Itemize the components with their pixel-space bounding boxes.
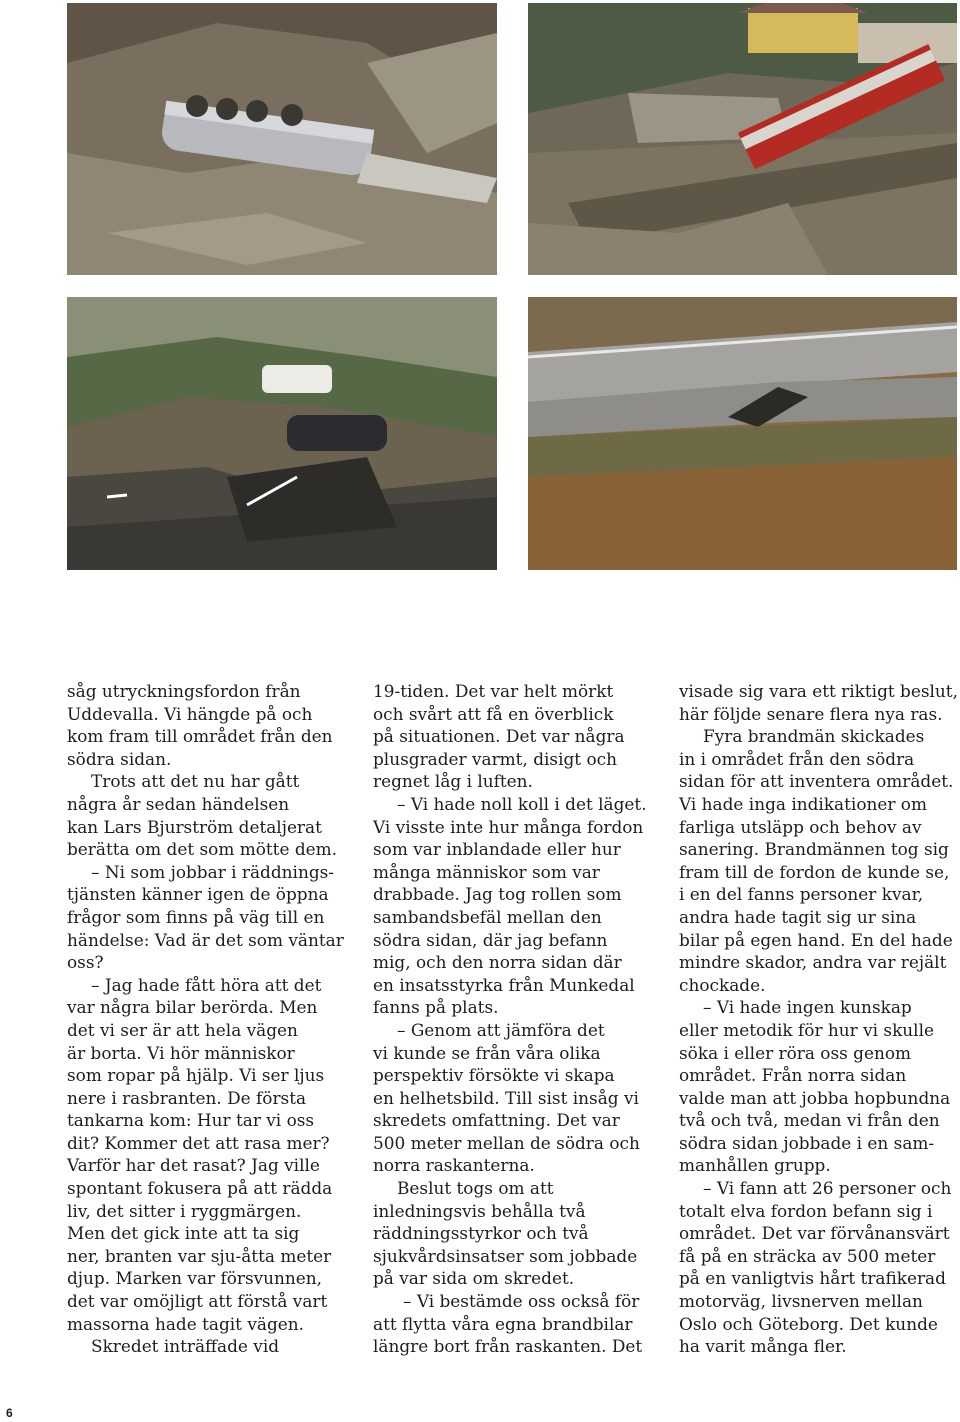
text-line: – Genom att jämföra det (397, 1019, 605, 1040)
text-line: inledningsvis behålla två (373, 1200, 586, 1221)
text-line: många människor som var (373, 861, 600, 882)
text-line: sjukvårdsinsatser som jobbade (373, 1245, 638, 1266)
text-line: skredets omfattning. Det var (373, 1110, 620, 1131)
text-line: 19-tiden. Det var helt mörkt (373, 681, 614, 701)
text-line: – Vi bestämde oss också för (403, 1291, 640, 1312)
text-line: Vi visste inte hur många fordon (373, 816, 644, 837)
text-line: att flytta våra egna brandbilar (373, 1313, 633, 1334)
text-line: och svårt att få en överblick (373, 703, 614, 724)
text-line: visade sig vara ett riktigt beslut, (679, 681, 958, 701)
text-line: i en del fanns personer kvar, (679, 884, 924, 905)
text-line: – Vi fann att 26 personer och (703, 1178, 952, 1199)
text-line: som var inblandade eller hur (373, 839, 621, 860)
text-line: söka i eller röra oss genom (679, 1042, 912, 1063)
text-line: kom fram till området från den (67, 726, 333, 747)
text-line: Vi hade inga indikationer om (679, 793, 927, 814)
text-line: – Vi hade noll koll i det läget. (397, 793, 647, 814)
text-line: mindre skador, andra var rejält (679, 952, 947, 973)
text-line: tjänsten känner igen de öppna (67, 884, 329, 905)
text-line: Beslut togs om att (397, 1178, 554, 1199)
text-line: på var sida om skredet. (373, 1268, 575, 1289)
text-line: ha varit många fler. (679, 1336, 847, 1357)
text-line: Skredet inträffade vid (91, 1336, 280, 1357)
text-line: Men det gick inte att ta sig (67, 1223, 300, 1244)
text-line: få på en sträcka av 500 meter (679, 1245, 936, 1266)
text-line: Trots att det nu har gått (91, 771, 300, 792)
text-line: södra sidan, där jag befann (373, 929, 608, 950)
text-line: dit? Kommer det att rasa mer? (67, 1132, 330, 1153)
text-line: frågor som finns på väg till en (67, 906, 325, 927)
text-line: berätta om det som mötte dem. (67, 839, 338, 860)
text-line: några år sedan händelsen (67, 793, 290, 814)
text-line: 500 meter mellan de södra och (373, 1132, 640, 1153)
text-line: en insatsstyrka från Munkedal (373, 974, 635, 995)
text-line: chockade. (679, 974, 766, 995)
text-line: – Jag hade fått höra att det (91, 974, 322, 995)
text-line: som ropar på hjälp. Vi ser ljus (67, 1065, 325, 1086)
text-line: sidan för att inventera området. (679, 771, 954, 792)
text-line: ner, branten var sju-åtta meter (67, 1245, 332, 1266)
text-line: perspektiv försökte vi skapa (373, 1065, 615, 1086)
text-line: såg utryckningsfordon från (67, 681, 301, 701)
text-line: Varför har det rasat? Jag ville (67, 1155, 320, 1176)
text-line: på situationen. Det var några (373, 726, 625, 747)
text-line: norra raskanterna. (373, 1155, 535, 1176)
text-line: sanering. Brandmännen tog sig (679, 839, 949, 860)
text-line: vi kunde se från våra olika (373, 1042, 601, 1063)
text-line: Uddevalla. Vi hängde på och (67, 703, 313, 724)
text-line: farliga utsläpp och behov av (679, 816, 922, 837)
text-line: motorväg, livsnerven mellan (679, 1291, 923, 1312)
text-line: området. Från norra sidan (679, 1065, 907, 1086)
text-line: är borta. Vi hör människor (67, 1042, 295, 1063)
text-line: Oslo och Göteborg. Det kunde (679, 1313, 938, 1334)
text-line: manhållen grupp. (679, 1155, 831, 1176)
text-line: kan Lars Bjurström detaljerat (67, 816, 322, 837)
text-line: det vi ser är att hela vägen (67, 1019, 298, 1040)
text-column-1 (67, 680, 352, 1358)
text-line: andra hade tagit sig ur sina (679, 906, 917, 927)
text-line: på en vanligtvis hårt trafikerad (679, 1268, 946, 1289)
text-line: området. Det var förvånansvärt (679, 1223, 950, 1244)
text-line: en helhetsbild. Till sist insåg vi (373, 1087, 639, 1108)
landslide-tanker-photo (67, 3, 497, 275)
text-line: in i området från den södra (679, 748, 915, 769)
text-line: spontant fokusera på att rädda (67, 1178, 333, 1199)
text-line: händelse: Vad är det som väntar (67, 929, 344, 950)
text-line: tankarna kom: Hur tar vi oss (67, 1110, 315, 1131)
text-line: sambandsbefäl mellan den (373, 906, 602, 927)
text-line: här följde senare flera nya ras. (679, 703, 943, 724)
text-line: Fyra brandmän skickades (703, 726, 925, 747)
text-line: – Ni som jobbar i räddnings- (91, 861, 335, 882)
text-line: nere i rasbranten. De första (67, 1087, 307, 1108)
text-line: södra sidan jobbade i en sam- (679, 1132, 935, 1153)
text-line: massorna hade tagit vägen. (67, 1313, 305, 1334)
text-line: plusgrader varmt, disigt och (373, 748, 617, 769)
text-line: regnet låg i luften. (373, 771, 533, 792)
text-line: oss? (67, 952, 104, 973)
text-column-3 (679, 680, 959, 1358)
landslide-cars-photo (67, 297, 497, 570)
text-line: drabbade. Jag tog rollen som (373, 884, 622, 905)
text-line: två och två, medan vi från den (679, 1110, 940, 1131)
text-line: eller metodik för hur vi skulle (679, 1019, 934, 1040)
text-line: valde man att jobba hopbundna (679, 1087, 951, 1108)
text-column-2 (373, 680, 658, 1358)
text-line: var några bilar berörda. Men (67, 997, 318, 1018)
text-line: det var omöjligt att förstå vart (67, 1291, 328, 1312)
text-line: mig, och den norra sidan där (373, 952, 622, 973)
text-line: fanns på plats. (373, 997, 499, 1018)
page-number: 6 (6, 1406, 13, 1420)
text-line: södra sidan. (67, 748, 172, 769)
text-line: längre bort från raskanten. Det (373, 1336, 643, 1357)
text-line: liv, det sitter i ryggmärgen. (67, 1200, 302, 1221)
text-line: – Vi hade ingen kunskap (703, 997, 912, 1018)
text-line: fram till de fordon de kunde se, (679, 861, 950, 882)
text-line: räddningsstyrkor och två (373, 1223, 589, 1244)
cracked-road-photo (528, 297, 957, 570)
text-line: totalt elva fordon befann sig i (679, 1200, 933, 1221)
landslide-train-photo (528, 3, 957, 275)
text-line: bilar på egen hand. En del hade (679, 929, 953, 950)
text-line: djup. Marken var försvunnen, (67, 1268, 323, 1289)
